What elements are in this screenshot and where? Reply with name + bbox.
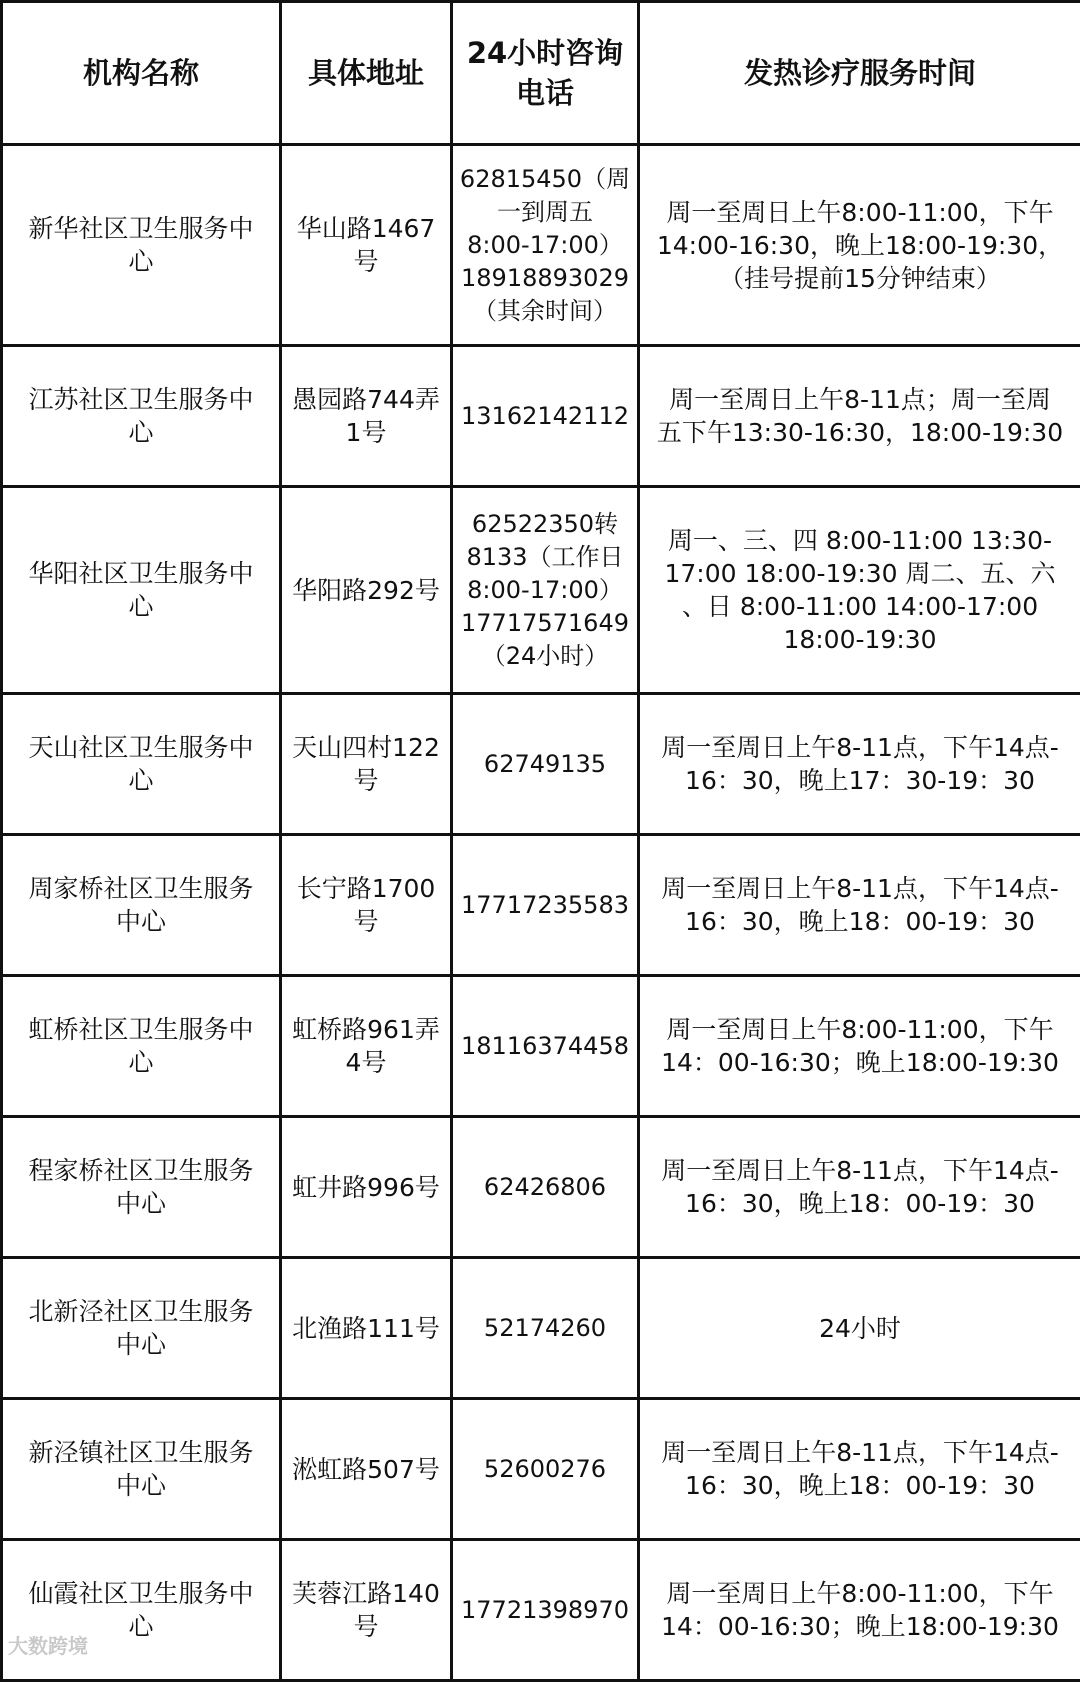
phone: 13162142112 [452,346,639,487]
address: 天山四村122 号 [281,694,452,835]
institution-name: 仙霞社区卫生服务中 心 [2,1540,281,1681]
address: 华阳路292号 [281,487,452,694]
phone: 52174260 [452,1258,639,1399]
table-row [2,1399,1080,1540]
table-row [2,145,1080,346]
watermark: 大数跨境 [8,1630,88,1659]
institution-name: 程家桥社区卫生服务 中心 [2,1117,281,1258]
phone: 62426806 [452,1117,639,1258]
address: 虹桥路961弄 4号 [281,976,452,1117]
header-fever-clinic-hours: 发热诊疗服务时间 [639,2,1080,145]
table-row [2,487,1080,694]
address: 北渔路111号 [281,1258,452,1399]
institution-name: 新泾镇社区卫生服务 中心 [2,1399,281,1540]
header-address: 具体地址 [281,2,452,145]
service-hours: 24小时 [639,1258,1080,1399]
institution-name: 天山社区卫生服务中 心 [2,694,281,835]
table-row [2,1258,1080,1399]
address: 华山路1467 号 [281,145,452,346]
institution-name: 华阳社区卫生服务中 心 [2,487,281,694]
table-row [2,835,1080,976]
address: 虹井路996号 [281,1117,452,1258]
table-row [2,694,1080,835]
phone: 52600276 [452,1399,639,1540]
service-hours: 周一至周日上午8-11点，下午14点- 16：30，晚上17：30-19：30 [639,694,1080,835]
service-hours: 周一、三、四 8:00-11:00 13:30- 17:00 18:00-19:30 周二、五、六 、日 8:00-11:00 14:00-17:00 18:00-19:30 [639,487,1080,694]
phone: 17721398970 [452,1540,639,1681]
service-hours: 周一至周日上午8-11点，下午14点- 16：30，晚上18：00-19：30 [639,1399,1080,1540]
service-hours: 周一至周日上午8:00-11:00，下午 14:00-16:30，晚上18:00-19:30， （挂号提前15分钟结束） [639,145,1080,346]
institution-name: 周家桥社区卫生服务 中心 [2,835,281,976]
institution-name: 北新泾社区卫生服务 中心 [2,1258,281,1399]
service-hours: 周一至周日上午8-11点，下午14点- 16：30，晚上18：00-19：30 [639,835,1080,976]
institution-name: 新华社区卫生服务中 心 [2,145,281,346]
address: 长宁路1700 号 [281,835,452,976]
table-row [2,1117,1080,1258]
phone: 62522350转 8133（工作日 8:00-17:00） 17717571649 （24小时） [452,487,639,694]
institution-name: 虹桥社区卫生服务中 心 [2,976,281,1117]
header-phone: 24小时咨询 电话 [452,2,639,145]
table-row [2,1540,1080,1681]
table-row [2,346,1080,487]
address: 愚园路744弄 1号 [281,346,452,487]
institution-name: 江苏社区卫生服务中 心 [2,346,281,487]
service-hours: 周一至周日上午8-11点；周一至周 五下午13:30-16:30，18:00-19:30 [639,346,1080,487]
phone: 62815450（周 一到周五 8:00-17:00） 18918893029 （其余时间） [452,145,639,346]
service-hours: 周一至周日上午8-11点，下午14点- 16：30，晚上18：00-19：30 [639,1117,1080,1258]
address: 芙蓉江路140 号 [281,1540,452,1681]
header-institution-name: 机构名称 [2,2,281,145]
phone: 62749135 [452,694,639,835]
header-row [2,2,1080,145]
phone: 17717235583 [452,835,639,976]
service-hours: 周一至周日上午8:00-11:00，下午 14：00-16:30；晚上18:00-19:30 [639,1540,1080,1681]
phone: 18116374458 [452,976,639,1117]
service-hours: 周一至周日上午8:00-11:00，下午 14：00-16:30；晚上18:00-19:30 [639,976,1080,1117]
table-row [2,976,1080,1117]
address: 淞虹路507号 [281,1399,452,1540]
